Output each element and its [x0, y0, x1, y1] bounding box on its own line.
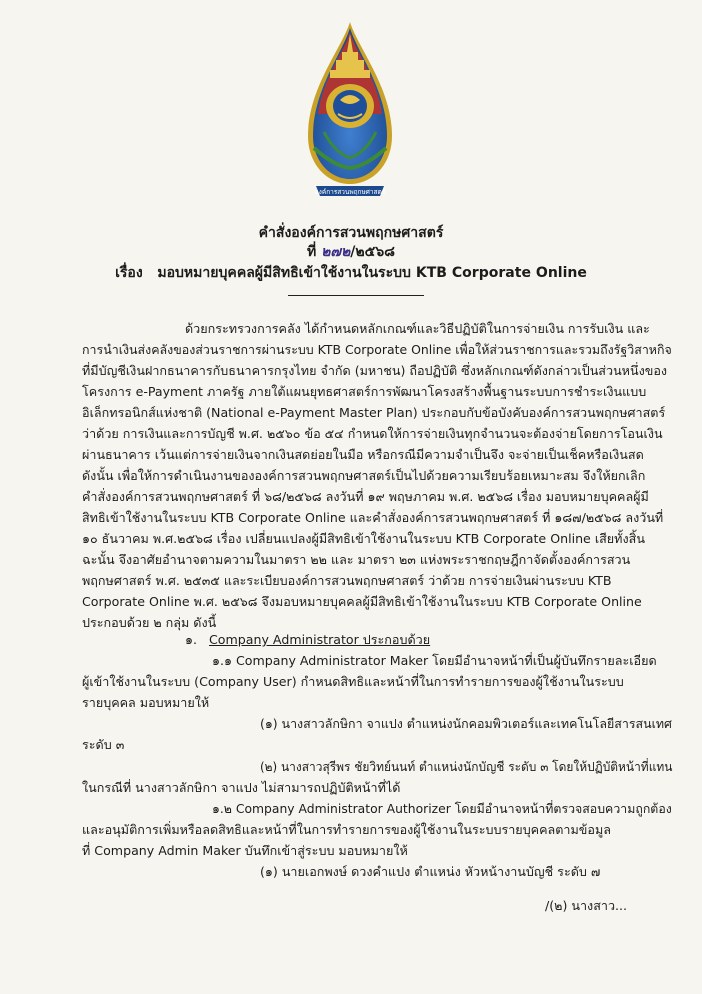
item-1-1-line: ๑.๑ Company Administrator Maker โดยมีอำนาจหน้าที่เป็นผู้บันทึกรายละเอียด: [212, 653, 657, 668]
body-line: ๑๐ ธันวาคม พ.ศ.๒๕๖๘ เรื่อง เปลี่ยนแปลงผู้มีสิทธิเข้าใช้งานในระบบ KTB Corporate Online เสียทั้งสิ้น: [82, 531, 645, 546]
body-line: สิทธิเข้าใช้งานในระบบ KTB Corporate Online และคำสั่งองค์การสวนพฤกษศาสตร์ ที่ ๑๘๗/๒๕๖๘ ลงวันที่: [82, 510, 664, 525]
item-1-2-line: และอนุมัติการเพิ่มหรือลดสิทธิและหน้าที่ในการทำรายการของผู้ใช้งานในระบบรายบุคคลตามข้อมูล: [82, 822, 611, 837]
order-number-handwritten: ๒๗๒: [321, 244, 351, 260]
item-1-2-line: ๑.๒ Company Administrator Authorizer โดยมีอำนาจหน้าที่ตรวจสอบความถูกต้อง: [212, 801, 672, 816]
person-2-line: (๒) นางสาวสุรีพร ชัยวิทย์นนท์ ตำแหน่งนักบัญชี ระดับ ๓ โดยให้ปฏิบัติหน้าที่แทน: [260, 759, 673, 774]
item-1-1-line: ผู้เข้าใช้งานในระบบ (Company User) กำหนดสิทธิและหน้าที่ในการทำรายการของผู้ใช้งานในระบบ: [82, 674, 624, 689]
body-line: ด้วยกระทรวงการคลัง ได้กำหนดหลักเกณฑ์และวิธีปฏิบัติในการจ่ายเงิน การรับเงิน และ: [185, 321, 650, 336]
item-1-1-line: รายบุคคล มอบหมายให้: [82, 695, 210, 710]
order-number-suffix: /๒๕๖๘: [350, 244, 395, 260]
body-line: ผ่านธนาคาร เว้นแต่การจ่ายเงินจากเงินสดย่อยในมือ หรือกรณีมีความจำเป็นจึง จะจ่ายเป็นเช็คหรือเงินสด: [82, 447, 644, 462]
body-line: Corporate Online พ.ศ. ๒๕๖๘ จึงมอบหมายบุคคลผู้มีสิทธิเข้าใช้งานในระบบ KTB Corporate Online: [82, 594, 642, 609]
body-line: ว่าด้วย การเงินและการบัญชี พ.ศ. ๒๕๖๐ ข้อ ๕๔ กำหนดให้การจ่ายเงินทุกจำนวนจะต้องจ่ายโดยการโอนเงิน: [82, 426, 663, 441]
page-continuation: /(๒) นางสาว...: [545, 898, 628, 913]
section-1-number: ๑.: [185, 632, 197, 647]
body-line: พฤกษศาสตร์ พ.ศ. ๒๕๓๕ และระเบียบองค์การสวนพฤกษศาสตร์ ว่าด้วย การจ่ายเงินผ่านระบบ KTB: [82, 573, 612, 588]
section-1-heading: [185, 632, 430, 648]
person-2-line: ในกรณีที่ นางสาวลักษิกา จาแปง ไม่สามารถปฏิบัติหน้าที่ได้: [82, 780, 401, 795]
seal-caption: องค์การสวนพฤกษศาสตร์: [314, 188, 386, 196]
body-line: การนำเงินส่งคลังของส่วนราชการผ่านระบบ KTB Corporate Online เพื่อให้ส่วนราชการและรวมถึงรัฐวิสาหกิจ: [82, 342, 672, 357]
body-line: คำสั่งองค์การสวนพฤกษศาสตร์ ที่ ๖๘/๒๕๖๘ ลงวันที่ ๑๙ พฤษภาคม พ.ศ. ๒๕๖๘ เรื่อง มอบหมายบุคคลผู้มี: [82, 489, 649, 504]
subject-text: มอบหมายบุคคลผู้มีสิทธิเข้าใช้งานในระบบ KTB Corporate Online: [157, 265, 587, 281]
body-line: โครงการ e-Payment ภาครัฐ ภายใต้แผนยุทธศาสตร์การพัฒนาโครงสร้างพื้นฐานระบบการชำระเงินแบบ: [82, 384, 647, 399]
order-title: คำสั่งองค์การสวนพฤกษศาสตร์: [258, 225, 444, 241]
subject-label: เรื่อง: [115, 265, 143, 281]
person-3-line: (๑) นายเอกพงษ์ ดวงคำแปง ตำแหน่ง หัวหน้างานบัญชี ระดับ ๗: [260, 864, 601, 879]
section-1-title: Company Administrator ประกอบด้วย: [209, 632, 431, 647]
body-line: ที่มีบัญชีเงินฝากธนาคารกับธนาคารกรุงไทย จำกัด (มหาชน) ถือปฏิบัติ ซึ่งหลักเกณฑ์ดังกล่าวเป็นส่วนหนึ่งของ: [82, 363, 668, 378]
order-number-prefix: ที่: [307, 244, 317, 260]
body-line: ฉะนั้น จึงอาศัยอำนาจตามความในมาตรา ๒๒ และ มาตรา ๒๓ แห่งพระราชกฤษฎีกาจัดตั้งองค์การสวน: [82, 552, 631, 567]
person-1-line: (๑) นางสาวลักษิกา จาแปง ตำแหน่งนักคอมพิวเตอร์และเทคโนโลยีสารสนเทศ: [260, 716, 672, 731]
item-1-2-line: ที่ Company Admin Maker บันทึกเข้าสู่ระบบ มอบหมายให้: [82, 843, 408, 858]
body-line: อิเล็กทรอนิกส์แห่งชาติ (National e-Payment Master Plan) ประกอบกับข้อบังคับองค์การสวนพฤกษศาสตร์: [82, 405, 666, 420]
body-line: ดังนั้น เพื่อให้การดำเนินงานขององค์การสวนพฤกษศาสตร์เป็นไปด้วยความเรียบร้อยเหมาะสม จึงให้ยกเลิก: [82, 468, 646, 483]
body-line: ประกอบด้วย ๒ กลุ่ม ดังนี้: [82, 615, 217, 630]
person-1-line: ระดับ ๓: [82, 737, 125, 752]
